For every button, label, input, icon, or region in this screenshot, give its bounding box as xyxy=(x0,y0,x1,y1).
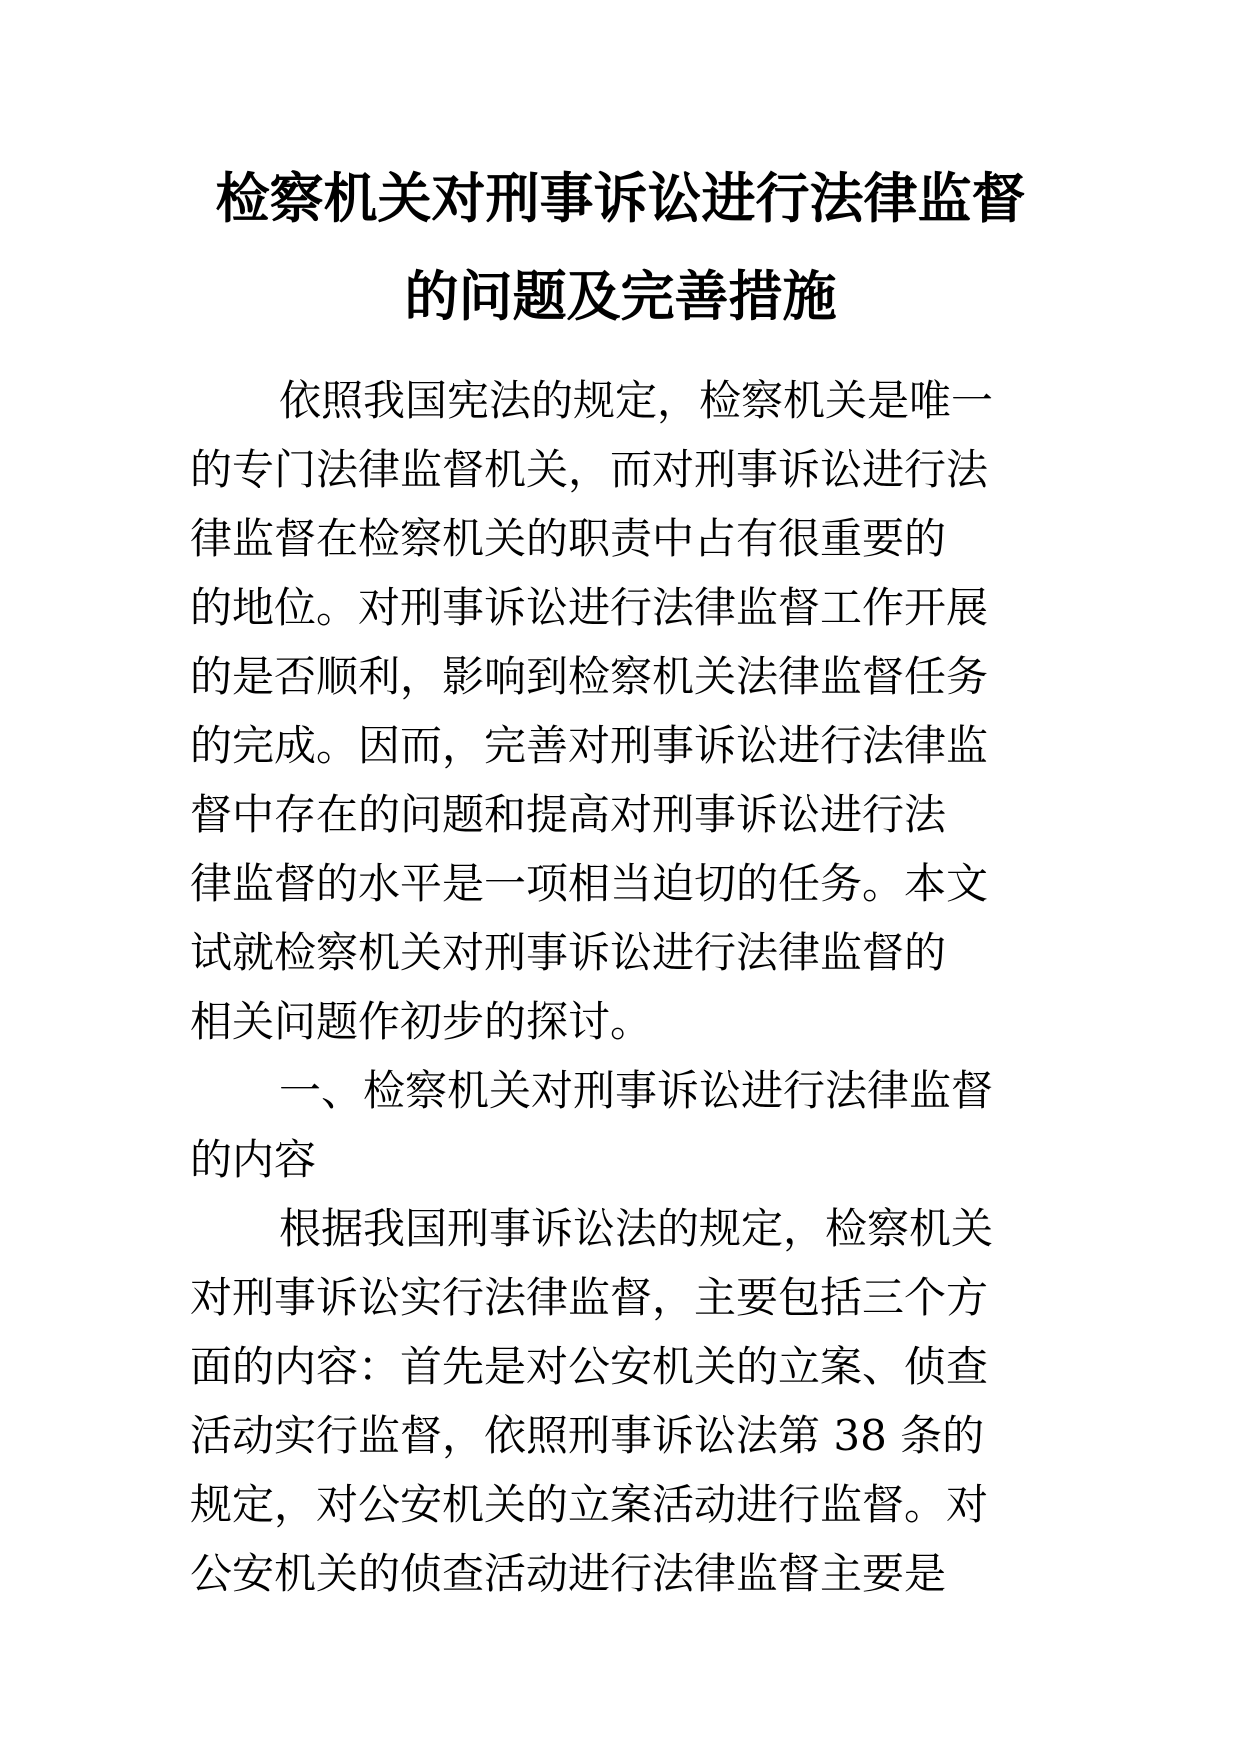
paragraph-line: 活动实行监督，依照刑事诉讼法第 38 条的 xyxy=(190,1411,985,1460)
section-heading-line: 一、检察机关对刑事诉讼进行法律监督 xyxy=(279,1066,994,1115)
paragraph-line: 的完成。因而，完善对刑事诉讼进行法律监 xyxy=(190,721,989,770)
paragraph-line: 相关问题作初步的探讨。 xyxy=(190,997,653,1046)
paragraph-line: 的专门法律监督机关，而对刑事诉讼进行法 xyxy=(190,445,989,494)
paragraph-line: 根据我国刑事诉讼法的规定，检察机关 xyxy=(279,1204,994,1253)
paragraph-line: 律监督的水平是一项相当迫切的任务。本文 xyxy=(190,859,989,908)
section-heading-line: 的内容 xyxy=(190,1135,317,1184)
paragraph-line: 督中存在的问题和提高对刑事诉讼进行法 xyxy=(190,790,947,839)
paragraph-line: 对刑事诉讼实行法律监督，主要包括三个方 xyxy=(190,1273,989,1322)
document-title-line-1: 检察机关对刑事诉讼进行法律监督 xyxy=(215,166,1026,230)
paragraph-line: 律监督在检察机关的职责中占有很重要的 xyxy=(190,514,947,563)
paragraph-line: 规定，对公安机关的立案活动进行监督。对 xyxy=(190,1480,989,1529)
document-title-line-2: 的问题及完善措施 xyxy=(404,264,837,328)
paragraph-line: 依照我国宪法的规定，检察机关是唯一 xyxy=(279,376,994,425)
paragraph-line: 的是否顺利，影响到检察机关法律监督任务 xyxy=(190,652,989,701)
paragraph-line: 公安机关的侦查活动进行法律监督主要是 xyxy=(190,1549,947,1598)
paragraph-line: 试就检察机关对刑事诉讼进行法律监督的 xyxy=(190,928,947,977)
paragraph-line: 面的内容：首先是对公安机关的立案、侦查 xyxy=(190,1342,989,1391)
paragraph-line: 的地位。对刑事诉讼进行法律监督工作开展 xyxy=(190,583,989,632)
